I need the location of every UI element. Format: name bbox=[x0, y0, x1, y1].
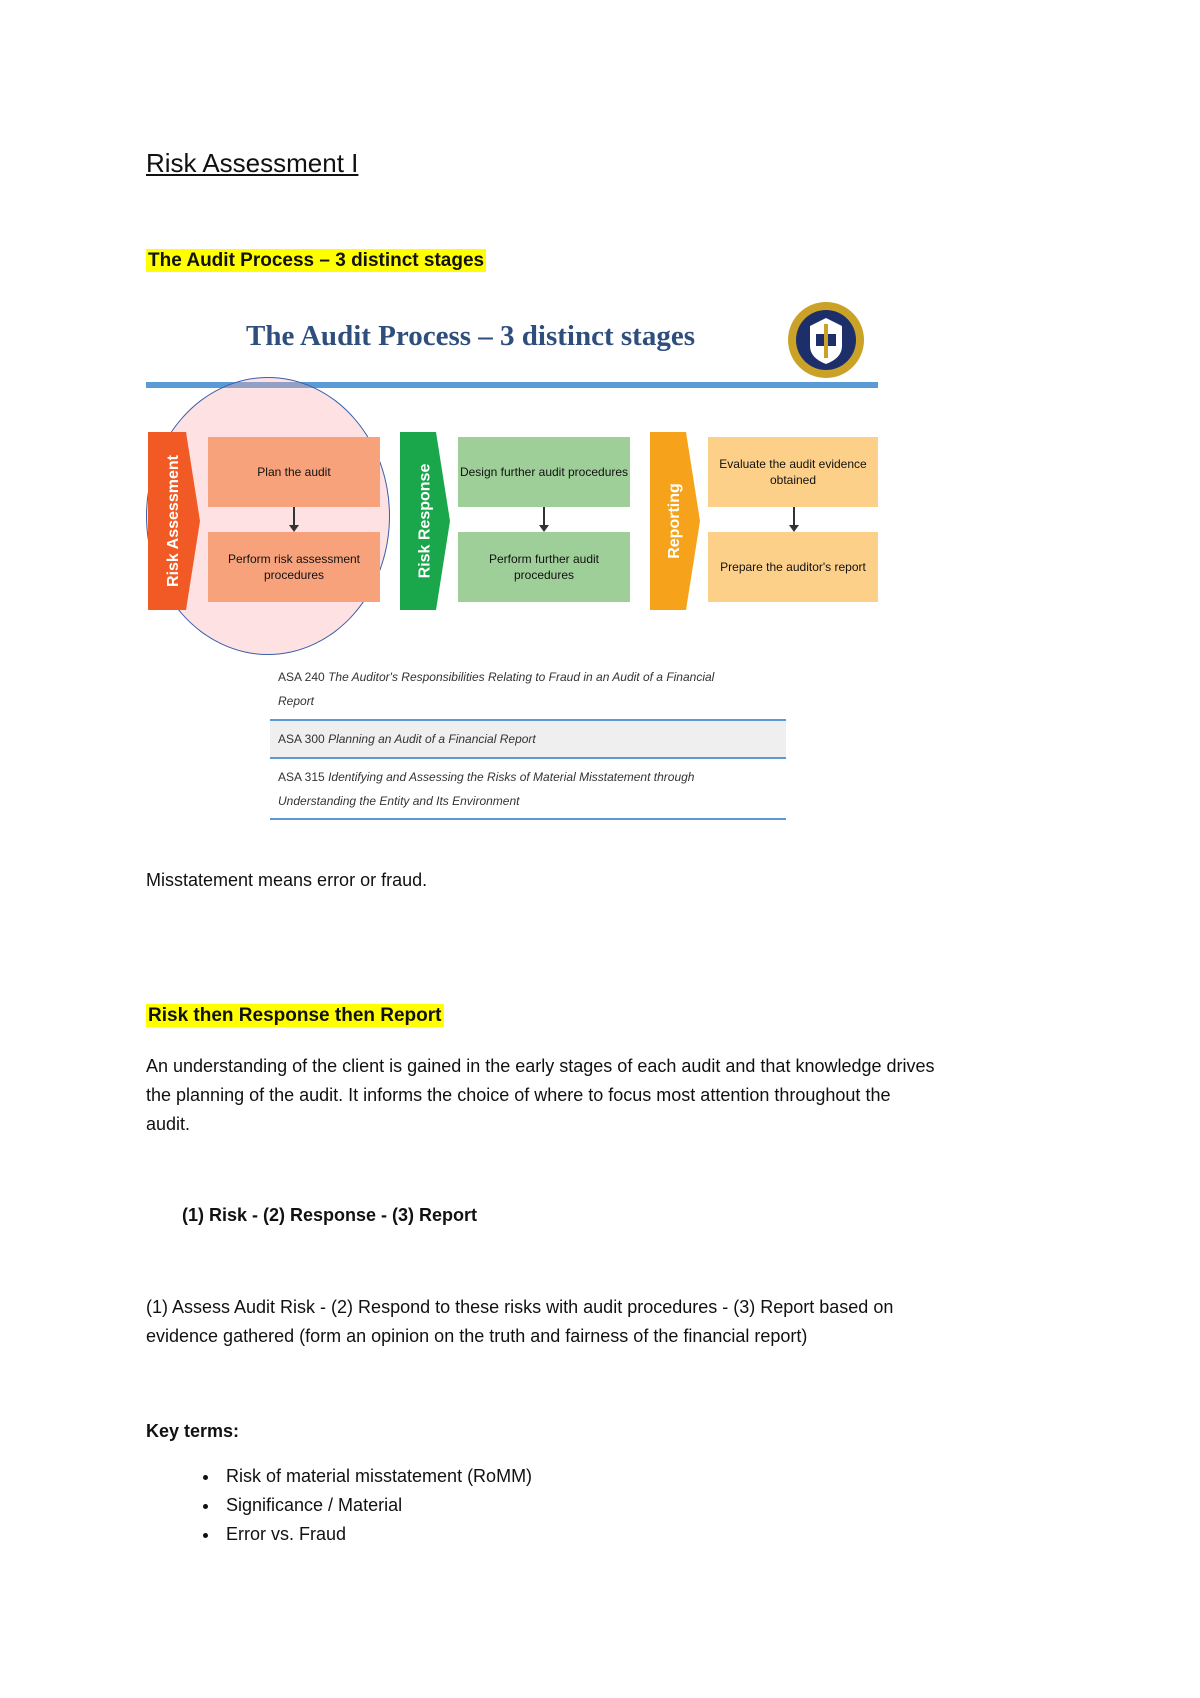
standard-asa-240 bbox=[270, 665, 786, 713]
stage-label-risk-response: Risk Response bbox=[416, 463, 433, 579]
audit-process-figure bbox=[146, 295, 878, 835]
standard-title: Identifying and Assessing the Risks of Material Misstatement through bbox=[328, 770, 695, 784]
key-terms-list bbox=[170, 1462, 532, 1549]
page-title: Risk Assessment I bbox=[146, 148, 359, 178]
standard-asa-315 bbox=[270, 765, 786, 813]
seal-icon bbox=[786, 300, 866, 380]
table-rule bbox=[270, 818, 786, 820]
paragraph-line: audit. bbox=[146, 1114, 191, 1134]
heading-audit-process: The Audit Process – 3 distinct stages bbox=[148, 250, 485, 271]
stage-reporting bbox=[650, 432, 700, 610]
arrow-down bbox=[793, 507, 795, 527]
table-rule bbox=[270, 757, 786, 759]
box-design-further-procedures: Design further audit procedures bbox=[458, 437, 630, 507]
standard-title-cont: Report bbox=[278, 694, 315, 708]
box-perform-risk-assessment: Perform risk assessment procedures bbox=[208, 532, 380, 602]
stage-risk-response bbox=[400, 432, 450, 610]
detail-paragraph bbox=[146, 1293, 893, 1351]
standard-title: The Auditor's Responsibilities Relating to Fraud in an Audit of a Financial bbox=[328, 670, 715, 684]
numbered-summary: (1) Risk - (2) Response - (3) Report bbox=[182, 1205, 478, 1225]
key-terms-label: Key terms: bbox=[146, 1421, 240, 1441]
standard-title-cont: Understanding the Entity and Its Environment bbox=[278, 794, 520, 808]
stage-label-reporting: Reporting bbox=[666, 483, 684, 559]
list-item: • Error vs. Fraud bbox=[220, 1520, 532, 1549]
section-heading-audit-process bbox=[146, 250, 486, 272]
standard-code: ASA 240 bbox=[278, 670, 325, 684]
list-item: • Risk of material misstatement (RoMM) bbox=[220, 1462, 532, 1491]
paragraph-line: the planning of the audit. It informs the choice of where to focus most attention throughout the bbox=[146, 1085, 891, 1105]
misstatement-note: Misstatement means error or fraud. bbox=[146, 870, 428, 890]
detail-line: (1) Assess Audit Risk - (2) Respond to these risks with audit procedures - (3) Report based on bbox=[146, 1297, 894, 1317]
figure-title: The Audit Process – 3 distinct stages bbox=[246, 320, 695, 352]
box-perform-further-procedures: Perform further audit procedures bbox=[458, 532, 630, 602]
standard-code: ASA 300 bbox=[278, 732, 325, 746]
box-plan-the-audit: Plan the audit bbox=[208, 437, 380, 507]
arrow-down bbox=[293, 507, 295, 527]
heading-risk-response-report: Risk then Response then Report bbox=[148, 1005, 442, 1026]
paragraph-line: An understanding of the client is gained in the early stages of each audit and that knowledge drives bbox=[146, 1056, 935, 1076]
standard-asa-300 bbox=[270, 721, 786, 757]
university-seal bbox=[786, 300, 866, 380]
list-item: • Significance / Material bbox=[220, 1491, 532, 1520]
standard-title: Planning an Audit of a Financial Report bbox=[328, 732, 536, 746]
paragraph-understanding bbox=[146, 1052, 935, 1139]
standard-code: ASA 315 bbox=[278, 770, 325, 784]
section-heading-risk-response-report bbox=[146, 1005, 444, 1027]
stage-risk-assessment bbox=[148, 432, 200, 610]
box-prepare-report: Prepare the auditor's report bbox=[708, 532, 878, 602]
arrow-down bbox=[543, 507, 545, 527]
detail-line: evidence gathered (form an opinion on the truth and fairness of the financial report) bbox=[146, 1326, 808, 1346]
stage-label-risk-assessment: Risk Assessment bbox=[165, 455, 183, 587]
box-evaluate-evidence: Evaluate the audit evidence obtained bbox=[708, 437, 878, 507]
